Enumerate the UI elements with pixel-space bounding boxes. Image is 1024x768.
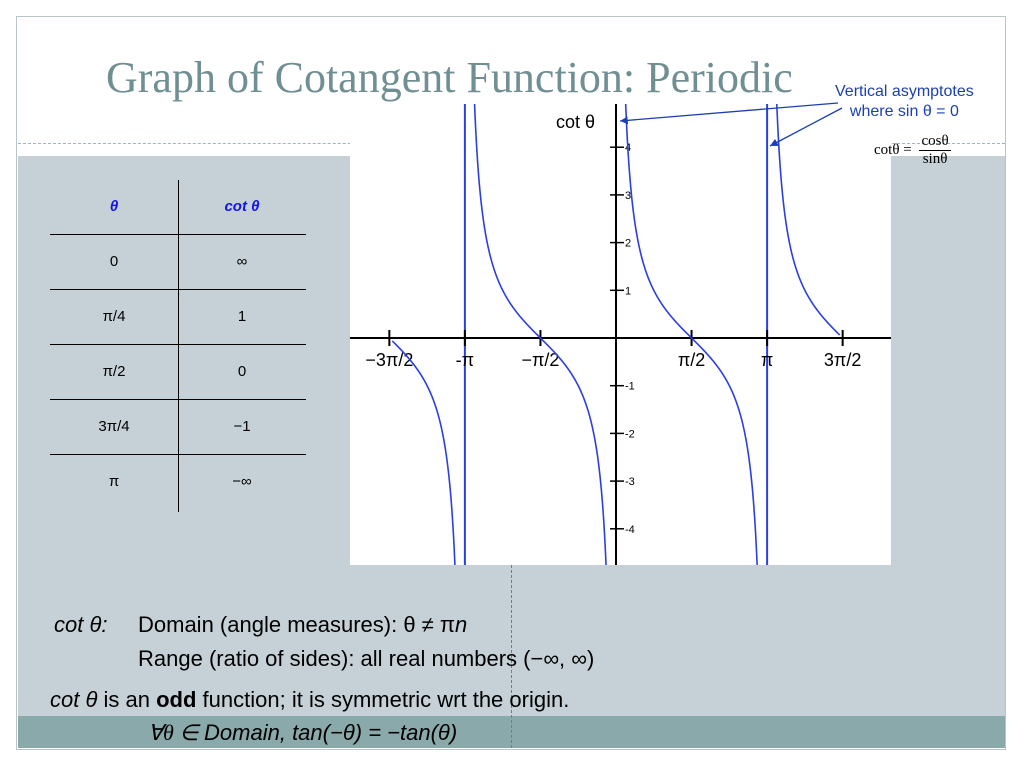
y-tick-label: -1 bbox=[625, 380, 635, 393]
x-tick-label: −π/2 bbox=[521, 350, 560, 370]
note-label bbox=[54, 612, 108, 638]
y-tick-label: -2 bbox=[625, 428, 635, 441]
note-domain bbox=[138, 612, 467, 638]
y-axis-label: cot θ bbox=[556, 112, 596, 132]
note-domain-var: n bbox=[455, 612, 468, 637]
table-cell-cot: 1 bbox=[237, 308, 247, 325]
table-header-cot: cot θ bbox=[224, 198, 260, 215]
formula-fraction bbox=[919, 133, 950, 168]
y-tick-label: 4 bbox=[625, 142, 632, 155]
note-odd-is: is an bbox=[97, 687, 157, 712]
formula-lhs: cotθ = bbox=[874, 141, 912, 158]
cot-curve-branch bbox=[768, 104, 840, 335]
table-cell-theta: 3π/4 bbox=[98, 418, 130, 435]
x-tick-label: 3π/2 bbox=[823, 350, 862, 370]
table-cell-theta: 0 bbox=[109, 253, 119, 270]
note-identity bbox=[148, 720, 457, 746]
table-cell-cot: −1 bbox=[233, 418, 251, 435]
table-header-theta: θ bbox=[109, 198, 119, 215]
x-tick-label: -π bbox=[455, 350, 475, 370]
note-range: Range (ratio of sides): all real numbers (−∞, ∞) bbox=[138, 646, 595, 671]
note-odd-prefix: cot θ bbox=[50, 687, 98, 712]
cot-definition-formula bbox=[874, 133, 951, 168]
note-forall: ∀θ ∈ bbox=[148, 720, 205, 745]
note-odd bbox=[50, 687, 569, 713]
table-cell-theta: π/4 bbox=[102, 308, 126, 325]
y-tick-label: 2 bbox=[625, 237, 632, 250]
cot-graph bbox=[350, 104, 891, 565]
formula-denominator: sinθ bbox=[922, 151, 948, 167]
note-domain-word: Domain bbox=[204, 720, 280, 745]
asymptote-annotation bbox=[835, 82, 974, 122]
y-tick-label: -3 bbox=[625, 476, 635, 489]
annotation-line-1: Vertical asymptotes bbox=[835, 83, 974, 100]
x-tick-label: π bbox=[760, 350, 774, 370]
note-identity-text: , tan(−θ) = −tan(θ) bbox=[279, 720, 458, 745]
table-column-divider bbox=[178, 180, 179, 512]
note-domain-text: Domain (angle measures): θ ≠ π bbox=[138, 612, 456, 637]
formula-numerator: cosθ bbox=[921, 133, 949, 149]
table-cell-cot: −∞ bbox=[232, 473, 252, 490]
cot-curve-branch bbox=[392, 341, 464, 565]
table-cell-cot: ∞ bbox=[236, 253, 248, 270]
graph-panel bbox=[350, 104, 891, 565]
note-odd-bold: odd bbox=[156, 687, 197, 712]
table-cell-cot: 0 bbox=[237, 363, 247, 380]
note-odd-rest: function; it is symmetric wrt the origin. bbox=[196, 687, 570, 712]
table-cell-theta: π bbox=[108, 473, 120, 490]
y-tick-label: -4 bbox=[625, 523, 635, 536]
x-tick-label: π/2 bbox=[677, 350, 706, 370]
table-cell-theta: π/2 bbox=[102, 363, 126, 380]
y-tick-label: 1 bbox=[625, 285, 632, 298]
y-tick-label: 3 bbox=[625, 189, 632, 202]
note-label-text: cot θ: bbox=[54, 612, 108, 637]
x-tick-label: −3π/2 bbox=[365, 350, 414, 370]
slide-title: Graph of Cotangent Function: Periodic bbox=[106, 53, 793, 102]
annotation-line-2: where sin θ = 0 bbox=[849, 103, 959, 120]
